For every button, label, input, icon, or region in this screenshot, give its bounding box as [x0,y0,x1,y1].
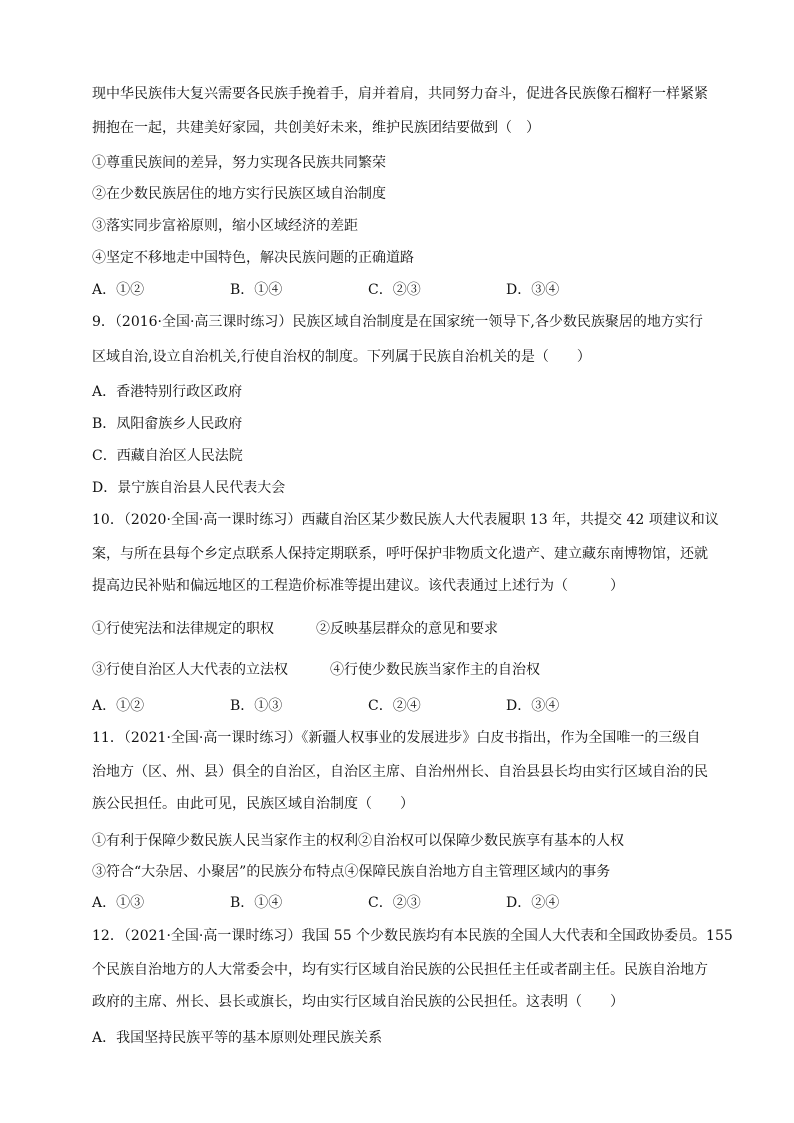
q10-stem-line-3: 提高边民补贴和偏远地区的工程造价标准等提出建议。该代表通过上述行为（ ） [92,578,624,594]
q8-option-b: B．①④ [230,282,283,298]
q8-option-d: D．③④ [506,282,560,298]
q12-stem-line-1: 12．（2021·全国·高一课时练习）我国 55 个少数民族均有本民族的全国人大代表和全国政协委员。155 [92,928,733,944]
q8-item-1: ①尊重民族间的差异，努力实现各民族共同繁荣 [92,155,386,171]
q9-stem-line-1: 9．（2016·全国·高三课时练习）民族区域自治制度是在国家统一领导下,各少数民族聚居的地方实行 [92,314,703,330]
q10-item-3: ③行使自治区人大代表的立法权 [92,662,288,678]
q11-option-c: C．②③ [368,895,421,911]
q11-stem-line-1: 11．（2021·全国·高一课时练习）《新疆人权事业的发展进步》白皮书指出，作为全国唯一的三级自 [92,730,701,746]
q8-item-4: ④坚定不移地走中国特色，解决民族问题的正确道路 [92,250,414,266]
q8-option-c: C．②③ [368,282,421,298]
q9-option-d: D．景宁族自治县人民代表大会 [92,480,286,496]
q10-option-c: C．②④ [368,698,421,714]
q10-item-1: ①行使宪法和法律规定的职权 [92,621,274,637]
q8-item-2: ②在少数民族居住的地方实行民族区域自治制度 [92,186,386,202]
q11-stem-line-3: 族公民担任。由此可见，民族区域自治制度（ ） [92,796,414,812]
q10-option-b: B．①③ [230,698,283,714]
q10-stem-line-1: 10．（2020·全国·高一课时练习）西藏自治区某少数民族人大代表履职 13 年，共提交 42 项建议和议 [92,512,719,528]
q10-stem-line-2: 案，与所在县每个乡定点联系人保持定期联系，呼吁保护非物质文化遗产、建立藏东南博物馆，还就 [92,546,708,562]
q8-option-a: A．①② [92,282,145,298]
q9-stem-line-2: 区域自治,设立自治机关,行使自治权的制度。下列属于民族自治机关的是（ ） [92,349,591,365]
q12-option-a: A．我国坚持民族平等的基本原则处理民族关系 [92,1030,383,1046]
q11-option-a: A．①③ [92,895,145,911]
q11-stem-line-2: 治地方（区、州、县）俱全的自治区，自治区主席、自治州州长、自治县县长均由实行区域自治的民 [92,764,708,780]
q12-stem-line-3: 政府的主席、州长、县长或旗长，均由实行区域自治民族的公民担任。这表明（ ） [92,994,624,1010]
q10-item-4: ④行使少数民族当家作主的自治权 [330,662,540,678]
q10-option-a: A．①② [92,698,145,714]
q11-items-line-1: ①有利于保障少数民族人民当家作主的权利②自治权可以保障少数民族享有基本的人权 [92,833,624,849]
q8-item-3: ③落实同步富裕原则，缩小区域经济的差距 [92,218,358,234]
q8-stem-line-2: 拥抱在一起，共建美好家园，共创美好未来，维护民族团结要做到（ ） [92,120,540,136]
q12-stem-line-2: 个民族自治地方的人大常委会中，均有实行区域自治民族的公民担任主任或者副主任。民族自治地方 [92,962,708,978]
q9-option-a: A．香港特别行政区政府 [92,384,243,400]
q11-items-line-2: ③符合“大杂居、小聚居”的民族分布特点④保障民族自治地方自主管理区域内的事务 [92,864,611,880]
q8-stem-line-1: 现中华民族伟大复兴需要各民族手挽着手，肩并着肩，共同努力奋斗，促进各民族像石榴籽一样紧紧 [92,86,708,102]
q11-option-b: B．①④ [230,895,283,911]
q10-option-d: D．③④ [506,698,560,714]
q9-option-b: B．凤阳畲族乡人民政府 [92,416,243,432]
q10-item-2: ②反映基层群众的意见和要求 [316,621,498,637]
q11-option-d: D．②④ [506,895,560,911]
q9-option-c: C．西藏自治区人民法院 [92,448,243,464]
